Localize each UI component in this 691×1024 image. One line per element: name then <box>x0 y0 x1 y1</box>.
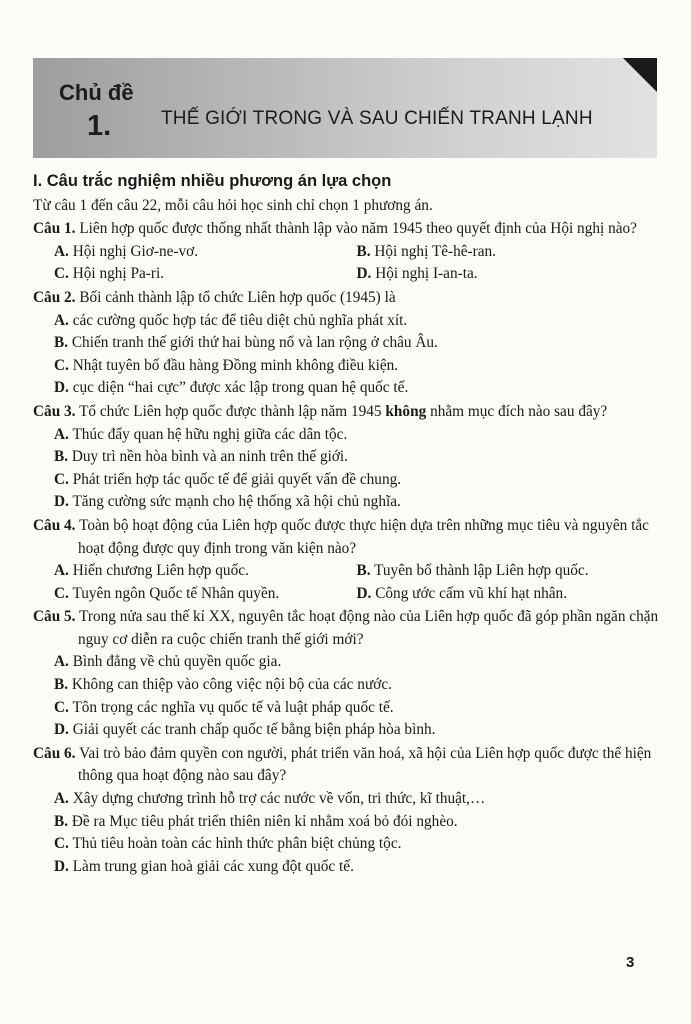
question-stem: Vai trò bảo đảm quyền con người, phát triển văn hoá, xã hội của Liên hợp quốc được thể hiện thông qua hoạt động nào sau đây? <box>78 744 652 785</box>
option-text: Tuyên bố thành lập Liên hợp quốc. <box>374 562 589 580</box>
option-letter: B. <box>54 334 69 352</box>
question-label: Câu 2. <box>33 288 76 306</box>
question-1-text <box>33 218 659 241</box>
question-stem: Tổ chức Liên hợp quốc được thành lập năm 1945 <box>79 402 382 420</box>
option-text: Hiến chương Liên hợp quốc. <box>72 562 249 580</box>
option-letter: A. <box>54 242 69 260</box>
option-c <box>54 469 659 492</box>
option-text: Hội nghị Tê-hê-ran. <box>374 242 496 260</box>
option-a <box>54 788 659 811</box>
question-4-text <box>33 515 659 560</box>
option-c <box>54 697 659 720</box>
option-text: Chiến tranh thế giới thứ hai bùng nổ và lan rộng ở châu Âu. <box>71 334 438 352</box>
option-a <box>54 310 659 333</box>
option-letter: D. <box>356 265 372 283</box>
option-text: Thúc đẩy quan hệ hữu nghị giữa các dân tộc. <box>72 425 348 443</box>
option-d <box>54 491 659 514</box>
topic-banner <box>33 58 657 158</box>
option-letter: B. <box>54 812 69 830</box>
question-5 <box>33 606 659 742</box>
option-text: Nhật tuyên bố đầu hàng Đồng minh không điều kiện. <box>72 356 399 374</box>
question-stem: Bối cảnh thành lập tổ chức Liên hợp quốc (1945) là <box>79 288 396 306</box>
option-letter: C. <box>54 698 69 716</box>
option-b <box>54 811 659 834</box>
option-letter: A. <box>54 425 69 443</box>
option-d <box>54 719 659 742</box>
option-letter: B. <box>356 242 371 260</box>
option-letter: D. <box>54 857 69 875</box>
topic-number: 1. <box>87 110 112 142</box>
question-label: Câu 6. <box>33 744 76 762</box>
page-content <box>33 170 659 878</box>
option-letter: D. <box>54 493 69 511</box>
option-a <box>54 241 357 264</box>
option-text: Tôn trọng các nghĩa vụ quốc tế và luật pháp quốc tế. <box>72 698 394 716</box>
question-6 <box>33 743 659 879</box>
question-stem: Toàn bộ hoạt động của Liên hợp quốc được thực hiện dựa trên những mục tiêu và nguyên tắc hoạt động được quy định trong văn kiện nào? <box>78 516 649 557</box>
option-text: Tuyên ngôn Quốc tế Nhân quyền. <box>72 584 280 602</box>
option-text: Xây dựng chương trình hỗ trợ các nước về vốn, tri thức, kĩ thuật,… <box>72 790 486 808</box>
option-letter: D. <box>54 379 69 397</box>
option-letter: D. <box>356 584 372 602</box>
option-letter: C. <box>54 835 69 853</box>
option-text: Đề ra Mục tiêu phát triển thiên niên kỉ nhằm xoá bỏ đói nghèo. <box>71 812 458 830</box>
question-label: Câu 1. <box>33 220 76 238</box>
option-a <box>54 424 659 447</box>
option-letter: A. <box>54 653 69 671</box>
option-letter: C. <box>54 265 69 283</box>
option-letter: B. <box>54 676 69 694</box>
option-b <box>357 560 660 583</box>
option-d <box>357 263 660 286</box>
option-b <box>54 446 659 469</box>
question-stem-end: nhằm mục đích nào sau đây? <box>430 402 608 420</box>
option-letter: A. <box>54 311 69 329</box>
topic-label: Chủ đề <box>59 80 134 105</box>
option-letter: B. <box>54 448 69 466</box>
question-3-text <box>33 401 659 424</box>
topic-title: THẾ GIỚI TRONG VÀ SAU CHIẾN TRANH LẠNH <box>161 108 593 129</box>
page-number: 3 <box>626 954 635 971</box>
option-b <box>357 241 660 264</box>
option-text: Hội nghị Giơ-ne-vơ. <box>72 242 199 260</box>
option-text: Phát triển hợp tác quốc tế để giải quyết vấn đề chung. <box>72 470 402 488</box>
option-c <box>54 263 357 286</box>
option-b <box>54 674 659 697</box>
corner-mark <box>623 58 657 92</box>
question-label: Câu 3. <box>33 402 76 420</box>
option-d <box>357 583 660 606</box>
option-a <box>54 560 357 583</box>
question-2 <box>33 287 659 400</box>
option-a <box>54 651 659 674</box>
option-letter: D. <box>54 721 69 739</box>
section-heading: I. Câu trắc nghiệm nhiều phương án lựa chọn <box>33 172 392 190</box>
option-letter: A. <box>54 562 69 580</box>
option-d <box>54 377 659 400</box>
option-text: cục diện “hai cực” được xác lập trong quan hệ quốc tế. <box>72 379 409 397</box>
option-letter: A. <box>54 790 69 808</box>
option-c <box>54 583 357 606</box>
option-text: Tăng cường sức mạnh cho hệ thống xã hội chủ nghĩa. <box>72 493 401 511</box>
question-label: Câu 5. <box>33 608 76 626</box>
question-2-text <box>33 287 659 310</box>
option-text: Duy trì nền hòa bình và an ninh trên thế giới. <box>71 448 349 466</box>
option-b <box>54 332 659 355</box>
section-instruction: Từ câu 1 đến câu 22, mỗi câu hỏi học sinh chỉ chọn 1 phương án. <box>33 196 433 214</box>
option-letter: C. <box>54 356 69 374</box>
option-text: Làm trung gian hoà giải các xung đột quốc tế. <box>72 857 354 875</box>
option-text: Giải quyết các tranh chấp quốc tế bằng biện pháp hòa bình. <box>72 721 436 739</box>
question-6-text <box>33 743 659 788</box>
option-c <box>54 355 659 378</box>
question-1 <box>33 218 659 286</box>
option-letter: C. <box>54 584 69 602</box>
option-text: Bình đẳng về chủ quyền quốc gia. <box>72 653 282 671</box>
option-text: Hội nghị I-an-ta. <box>375 265 478 283</box>
question-label: Câu 4. <box>33 516 76 534</box>
question-4 <box>33 515 659 605</box>
question-stem: Liên hợp quốc được thống nhất thành lập vào năm 1945 theo quyết định của Hội nghị nào? <box>79 220 637 238</box>
question-stem: Trong nửa sau thế kỉ XX, nguyên tắc hoạt động nào của Liên hợp quốc đã góp phần ngăn chặn nguy cơ diễn ra cuộc chiến tranh thế giới mới? <box>78 608 659 648</box>
option-d <box>54 856 659 879</box>
option-letter: B. <box>356 562 371 580</box>
option-text: các cường quốc hợp tác để tiêu diệt chủ nghĩa phát xít. <box>72 311 408 329</box>
option-text: Công ước cấm vũ khí hạt nhân. <box>375 584 568 602</box>
option-text: Không can thiệp vào công việc nội bộ của các nước. <box>71 676 392 694</box>
question-3 <box>33 401 659 514</box>
option-letter: C. <box>54 470 69 488</box>
option-c <box>54 833 659 856</box>
question-5-text <box>33 606 659 651</box>
option-text: Thủ tiêu hoàn toàn các hình thức phân biệt chủng tộc. <box>72 835 402 853</box>
question-stem-emphasis: không <box>385 402 427 420</box>
option-text: Hội nghị Pa-ri. <box>72 265 165 283</box>
